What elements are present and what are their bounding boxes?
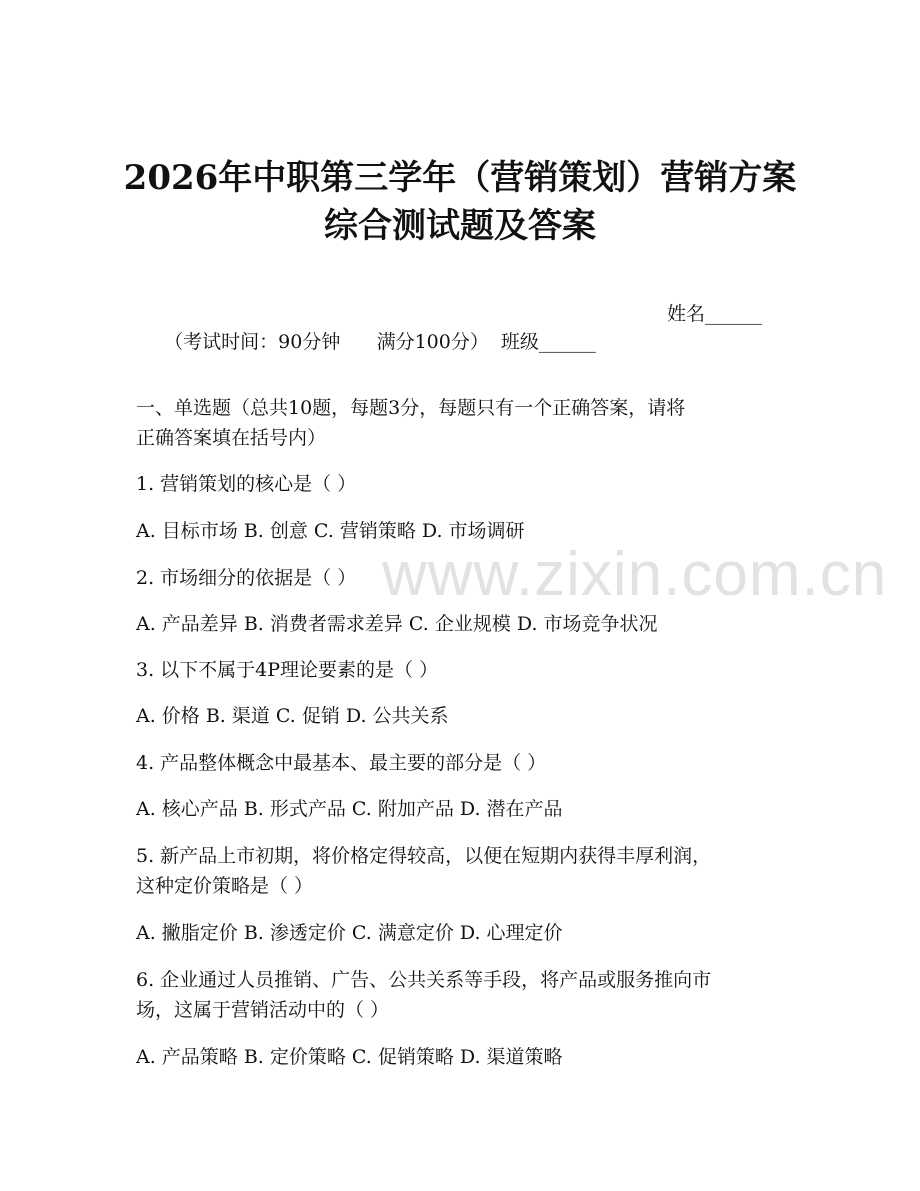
question-6-stem-line-1: 6. 企业通过人员推销、广告、公共关系等手段，将产品或服务推向市 xyxy=(136,969,712,991)
section-heading-line-1: 一、单选题（总共10题，每题3分，每题只有一个正确答案，请将 xyxy=(136,397,686,419)
name-field: 姓名______ xyxy=(667,303,763,325)
document-title-line-2: 综合测试题及答案 xyxy=(324,206,596,246)
question-4-stem: 4. 产品整体概念中最基本、最主要的部分是（ ） xyxy=(136,752,547,774)
section-heading-line-2: 正确答案填在括号内） xyxy=(136,427,327,449)
question-4-options: A. 核心产品 B. 形式产品 C. 附加产品 D. 潜在产品 xyxy=(136,798,563,820)
watermark: www.zixin.com.cn xyxy=(382,540,888,609)
question-6-options: A. 产品策略 B. 定价策略 C. 促销策略 D. 渠道策略 xyxy=(136,1046,563,1068)
question-2-options: A. 产品差异 B. 消费者需求差异 C. 企业规模 D. 市场竞争状况 xyxy=(136,613,658,635)
question-2-stem: 2. 市场细分的依据是（ ） xyxy=(136,567,357,589)
question-5-stem-line-2: 这种定价策略是（ ） xyxy=(136,875,314,897)
question-1-stem: 1. 营销策划的核心是（ ） xyxy=(136,473,357,495)
question-6-stem-line-2: 场，这属于营销活动中的（ ） xyxy=(136,999,390,1021)
exam-info: （考试时间：90分钟 满分100分） 班级______ xyxy=(164,331,596,353)
question-1-options: A. 目标市场 B. 创意 C. 营销策略 D. 市场调研 xyxy=(136,520,525,542)
question-5-stem-line-1: 5. 新产品上市初期，将价格定得较高，以便在短期内获得丰厚利润， xyxy=(136,845,712,867)
question-5-options: A. 撇脂定价 B. 渗透定价 C. 满意定价 D. 心理定价 xyxy=(136,922,563,944)
question-3-stem: 3. 以下不属于4P理论要素的是（ ） xyxy=(136,659,439,681)
question-3-options: A. 价格 B. 渠道 C. 促销 D. 公共关系 xyxy=(136,705,449,727)
document-title-line-1: 2026年中职第三学年（营销策划）营销方案 xyxy=(123,158,797,198)
